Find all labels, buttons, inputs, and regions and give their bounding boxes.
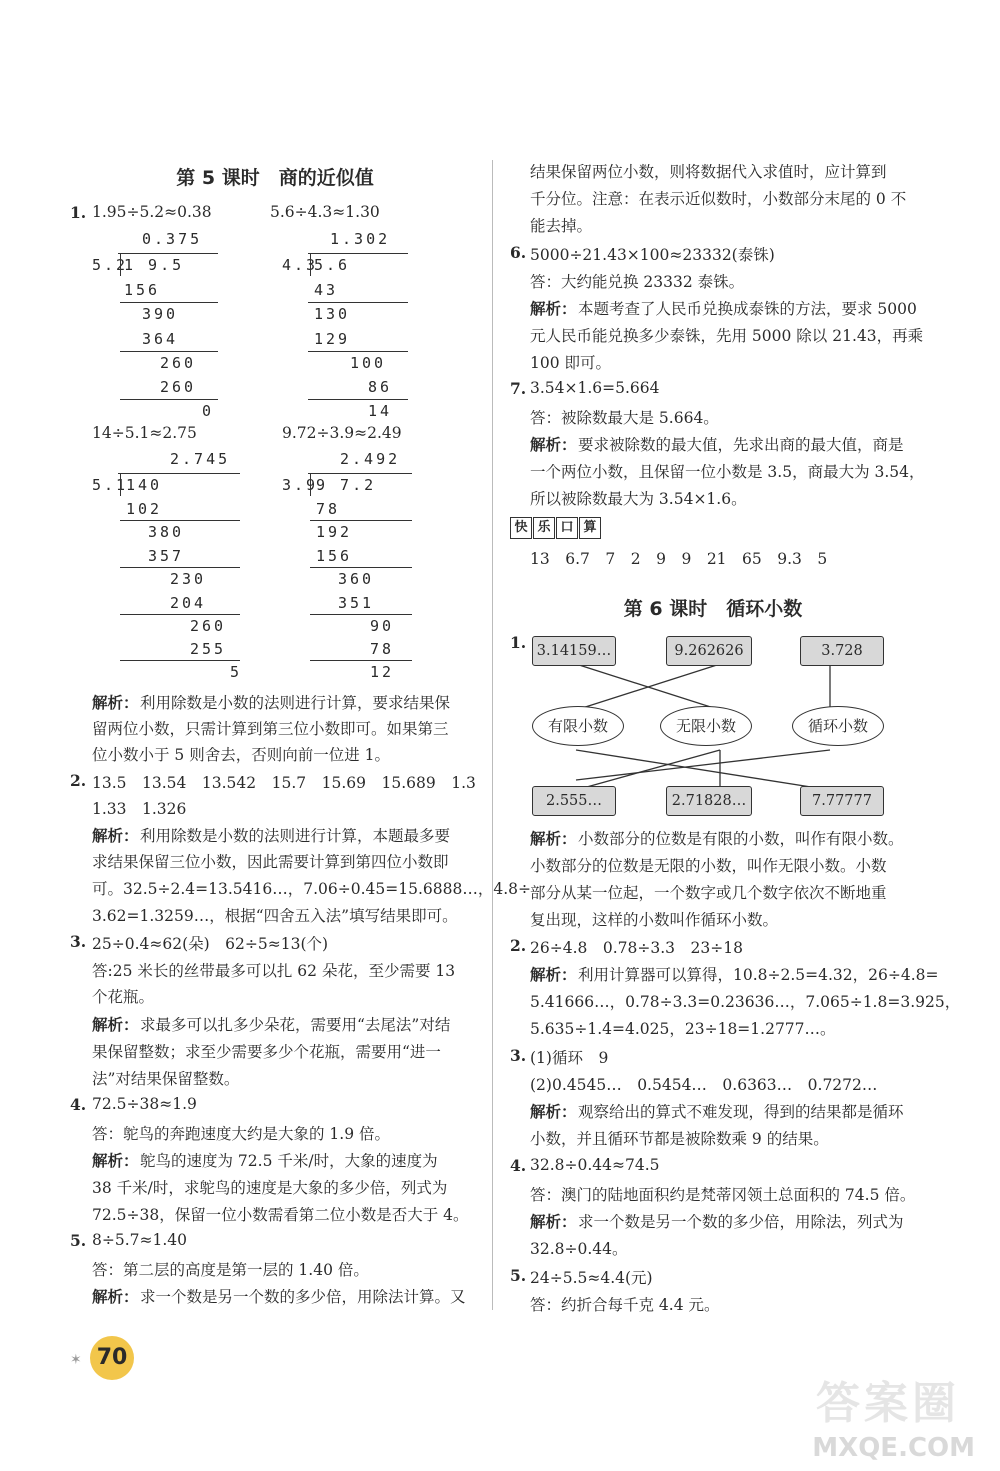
- division-a-divisor: 5.2: [92, 256, 129, 274]
- analysis-label: 解析：: [92, 1151, 139, 1170]
- q3-number: 3.: [70, 932, 87, 951]
- sparkle-icon: ✶: [70, 1352, 82, 1368]
- division-a-step: 364: [142, 330, 179, 348]
- continued-line: 能去掉。: [530, 217, 593, 235]
- q7-equation: 3.54×1.6=5.664: [530, 379, 660, 397]
- division-a-step: 260: [160, 354, 197, 372]
- analysis-label: 解析：: [530, 1212, 577, 1231]
- q5-equation: 8÷5.7≈1.40: [92, 1231, 187, 1249]
- q3-analysis-line: 求最多可以扎多少朵花，需要用“去尾法”对结: [140, 1016, 451, 1034]
- q1-number: 1.: [70, 203, 87, 222]
- q6-analysis-line: 元人民币能兑换多少泰铢，先用 5000 除以 21.43，再乘: [530, 327, 924, 345]
- top-box-3: 3.728: [800, 636, 884, 666]
- division-d-step: 351: [338, 594, 375, 612]
- s3-analysis-line: 小数，并且循环节都是被除数乘 9 的结果。: [530, 1130, 829, 1148]
- division-d-step: 78: [316, 500, 341, 518]
- division-c-step: 204: [170, 594, 207, 612]
- oval-infinite-decimal: 无限小数: [660, 706, 752, 746]
- badge-char: 算: [579, 517, 601, 539]
- q4-analysis-line: 鸵鸟的速度为 72.5 千米/时，大象的速度为: [140, 1152, 438, 1170]
- division-d-remainder: 12: [370, 663, 395, 681]
- q3-answer: 答:25 米长的丝带最多可以扎 62 朵花，至少需要 13: [92, 962, 456, 980]
- q1a-expression: 1.95÷5.2≈0.38: [92, 203, 212, 221]
- s2-number: 2.: [510, 936, 527, 955]
- s1-analysis-line: 复出现，这样的小数叫作循环小数。: [530, 911, 779, 929]
- division-b-step: 86: [368, 378, 393, 396]
- division-c-quotient: 2.745: [170, 450, 231, 468]
- division-c-step: 255: [190, 640, 227, 658]
- division-b-step: 129: [314, 330, 351, 348]
- q1d-expression: 9.72÷3.9≈2.49: [282, 424, 402, 442]
- q5-number: 5.: [70, 1231, 87, 1250]
- q1c-expression: 14÷5.1≈2.75: [92, 424, 197, 442]
- watermark-cn: 答案圈: [816, 1378, 960, 1429]
- division-a-step: 156: [124, 281, 161, 299]
- q5-analysis-line: 求一个数是另一个数的多少倍，用除法计算。又: [140, 1288, 466, 1306]
- division-b-step: 100: [350, 354, 387, 372]
- q3-analysis-line: 法”对结果保留整数。: [92, 1070, 240, 1088]
- s4-equation: 32.8÷0.44≈74.5: [530, 1156, 660, 1174]
- s2-analysis-line: 5.635÷1.4=4.025，23÷18=1.2777…。: [530, 1020, 836, 1038]
- division-b-dividend: 5.6: [314, 256, 351, 274]
- oval-finite-decimal: 有限小数: [532, 706, 624, 746]
- q1-analysis-line: 留两位小数，只需计算到第三位小数即可。如果第三: [92, 720, 449, 738]
- division-d-step: 90: [370, 617, 395, 635]
- bottom-box-1: 2.555…: [532, 786, 616, 816]
- division-c-remainder: 5: [230, 663, 243, 681]
- s5-answer: 答：约折合每千克 4.4 元。: [530, 1296, 720, 1314]
- q4-answer: 答：鸵鸟的奔跑速度大约是大象的 1.9 倍。: [92, 1125, 391, 1143]
- division-a-step: 260: [160, 378, 197, 396]
- division-c-step: 102: [126, 500, 163, 518]
- q6-number: 6.: [510, 243, 527, 262]
- top-box-2: 9.262626: [666, 636, 752, 666]
- watermark: MXQE.COM: [812, 1433, 975, 1463]
- analysis-label: 解析：: [530, 1102, 577, 1121]
- s1-analysis-line: 部分从某一位起，一个数字或几个数字依次不断地重: [530, 884, 887, 902]
- division-a-dividend: 1 9.5: [124, 256, 185, 274]
- q4-analysis-line: 38 千米/时，求鸵鸟的速度是大象的多少倍，列式为: [92, 1179, 448, 1197]
- division-d-step: 360: [338, 570, 375, 588]
- q7-analysis-line: 一个两位小数，且保留一位小数是 3.5，商最大为 3.54，: [530, 463, 925, 481]
- division-a-step: 390: [142, 305, 179, 323]
- q7-analysis-line: 要求被除数的最大值，先求出商的最大值，商是: [578, 436, 904, 454]
- s5-equation: 24÷5.5≈4.4(元): [530, 1269, 653, 1287]
- s1-analysis-line: 小数部分的位数是无限的小数，叫作无限小数。小数: [530, 857, 887, 875]
- badge-char: 快: [510, 517, 532, 539]
- division-d-step: 192: [316, 523, 353, 541]
- q1b-expression: 5.6÷4.3≈1.30: [270, 203, 380, 221]
- division-c-step: 357: [148, 547, 185, 565]
- division-d-step: 78: [370, 640, 395, 658]
- s4-answer: 答：澳门的陆地面积约是梵蒂冈领土总面积的 74.5 倍。: [530, 1186, 916, 1204]
- q6-analysis-line: 本题考查了人民币兑换成泰铢的方法，要求 5000: [578, 300, 917, 318]
- analysis-label: 解析：: [530, 435, 577, 454]
- q5-answer: 答：第二层的高度是第一层的 1.40 倍。: [92, 1261, 369, 1279]
- s4-number: 4.: [510, 1156, 527, 1175]
- division-c-divisor: 5.1: [92, 476, 129, 494]
- kuaile-koushuan-badge: [510, 517, 601, 539]
- analysis-label: 解析：: [530, 829, 577, 848]
- q6-equation: 5000÷21.43×100≈23332(泰铢): [530, 246, 775, 264]
- q2-number: 2.: [70, 771, 87, 790]
- q3-analysis-line: 果保留整数；求至少需要多少个花瓶，需要用“进一: [92, 1043, 441, 1061]
- analysis-label: 解析：: [530, 965, 577, 984]
- s3-number: 3.: [510, 1046, 527, 1065]
- q6-answer: 答：大约能兑换 23332 泰铢。: [530, 273, 745, 291]
- q7-analysis-line: 所以被除数最大为 3.54×1.6。: [530, 490, 747, 508]
- s1-number: 1.: [510, 633, 527, 652]
- lesson-5-title: 第 5 课时 商的近似值: [176, 167, 374, 189]
- bottom-box-2: 2.71828…: [666, 786, 752, 816]
- s2-analysis-line: 利用计算器可以算得，10.8÷2.5=4.32，26÷4.8=: [578, 966, 939, 984]
- column-divider: [492, 160, 493, 1310]
- top-box-1: 3.14159…: [532, 636, 616, 666]
- q7-answer: 答：被除数最大是 5.664。: [530, 409, 719, 427]
- s1-analysis-line: 小数部分的位数是有限的小数，叫作有限小数。: [578, 830, 904, 848]
- q4-equation: 72.5÷38≈1.9: [92, 1095, 197, 1113]
- division-c-step: 380: [148, 523, 185, 541]
- s5-number: 5.: [510, 1266, 527, 1285]
- q4-number: 4.: [70, 1095, 87, 1114]
- analysis-label: 解析：: [92, 1287, 139, 1306]
- s3-answer-1: (1)循环 9: [530, 1049, 609, 1067]
- badge-char: 口: [556, 517, 578, 539]
- analysis-label: 解析：: [92, 1015, 139, 1034]
- q2-analysis-line: 可。32.5÷2.4=13.5416…，7.06÷0.45=15.6888…，4.8÷: [92, 880, 531, 898]
- division-a-quotient: 0.375: [142, 230, 203, 248]
- division-a-remainder: 0: [202, 402, 215, 420]
- s4-analysis-line: 32.8÷0.44。: [530, 1240, 628, 1258]
- q3-answer: 个花瓶。: [92, 988, 155, 1006]
- oval-repeating-decimal: 循环小数: [792, 706, 884, 746]
- q2-answers: 1.33 1.326: [92, 800, 187, 818]
- division-b-divisor: 4.3: [282, 256, 319, 274]
- division-d-dividend: 9 7.2: [316, 476, 377, 494]
- s3-analysis-line: 观察给出的算式不难发现，得到的结果都是循环: [578, 1103, 904, 1121]
- division-d-quotient: 2.492: [340, 450, 401, 468]
- division-d-divisor: 3.9: [282, 476, 319, 494]
- q6-analysis-line: 100 即可。: [530, 354, 612, 372]
- division-c-step: 260: [190, 617, 227, 635]
- s3-answer-2: (2)0.4545… 0.5454… 0.6363… 0.7272…: [530, 1076, 878, 1094]
- mental-math-answers: 13 6.7 7 2 9 9 21 65 9.3 5: [530, 550, 828, 568]
- division-c-step: 230: [170, 570, 207, 588]
- analysis-label: 解析：: [92, 826, 139, 845]
- analysis-label: 解析：: [530, 299, 577, 318]
- s2-analysis-line: 5.41666…，0.78÷3.3=0.23636…，7.065÷1.8=3.925，: [530, 993, 961, 1011]
- division-b-remainder: 14: [368, 402, 393, 420]
- q3-equation: 25÷0.4≈62(朵) 62÷5≈13(个): [92, 935, 329, 953]
- continued-line: 千分位。注意：在表示近似数时，小数部分末尾的 0 不: [530, 190, 907, 208]
- s2-answers: 26÷4.8 0.78÷3.3 23÷18: [530, 939, 743, 957]
- bottom-box-3: 7.77777: [800, 786, 884, 816]
- division-b-step: 130: [314, 305, 351, 323]
- q2-analysis-line: 利用除数是小数的法则进行计算，本题最多要: [140, 827, 451, 845]
- division-b-quotient: 1.302: [330, 230, 391, 248]
- q2-answers: 13.5 13.54 13.542 15.7 15.69 15.689 1.3: [92, 774, 476, 792]
- q7-number: 7.: [510, 379, 527, 398]
- division-c-dividend: 140: [126, 476, 163, 494]
- continued-line: 结果保留两位小数，则将数据代入求值时，应计算到: [530, 163, 887, 181]
- q2-analysis-line: 3.62=1.3259…，根据“四舍五入法”填写结果即可。: [92, 907, 458, 925]
- badge-char: 乐: [533, 517, 555, 539]
- analysis-label: 解析：: [92, 693, 139, 712]
- q2-analysis-line: 求结果保留三位小数，因此需要计算到第四位小数即: [92, 853, 449, 871]
- q1-analysis-line: 位小数小于 5 则舍去，否则向前一位进 1。: [92, 746, 391, 764]
- s4-analysis-line: 求一个数是另一个数的多少倍，用除法，列式为: [578, 1213, 904, 1231]
- division-d-step: 156: [316, 547, 353, 565]
- division-b-step: 43: [314, 281, 339, 299]
- q4-analysis-line: 72.5÷38，保留一位小数需看第二位小数是否大于 4。: [92, 1206, 469, 1224]
- page-number: 70: [90, 1336, 134, 1380]
- q1-analysis-line: 利用除数是小数的法则进行计算，要求结果保: [140, 694, 451, 712]
- lesson-6-title: 第 6 课时 循环小数: [623, 598, 803, 620]
